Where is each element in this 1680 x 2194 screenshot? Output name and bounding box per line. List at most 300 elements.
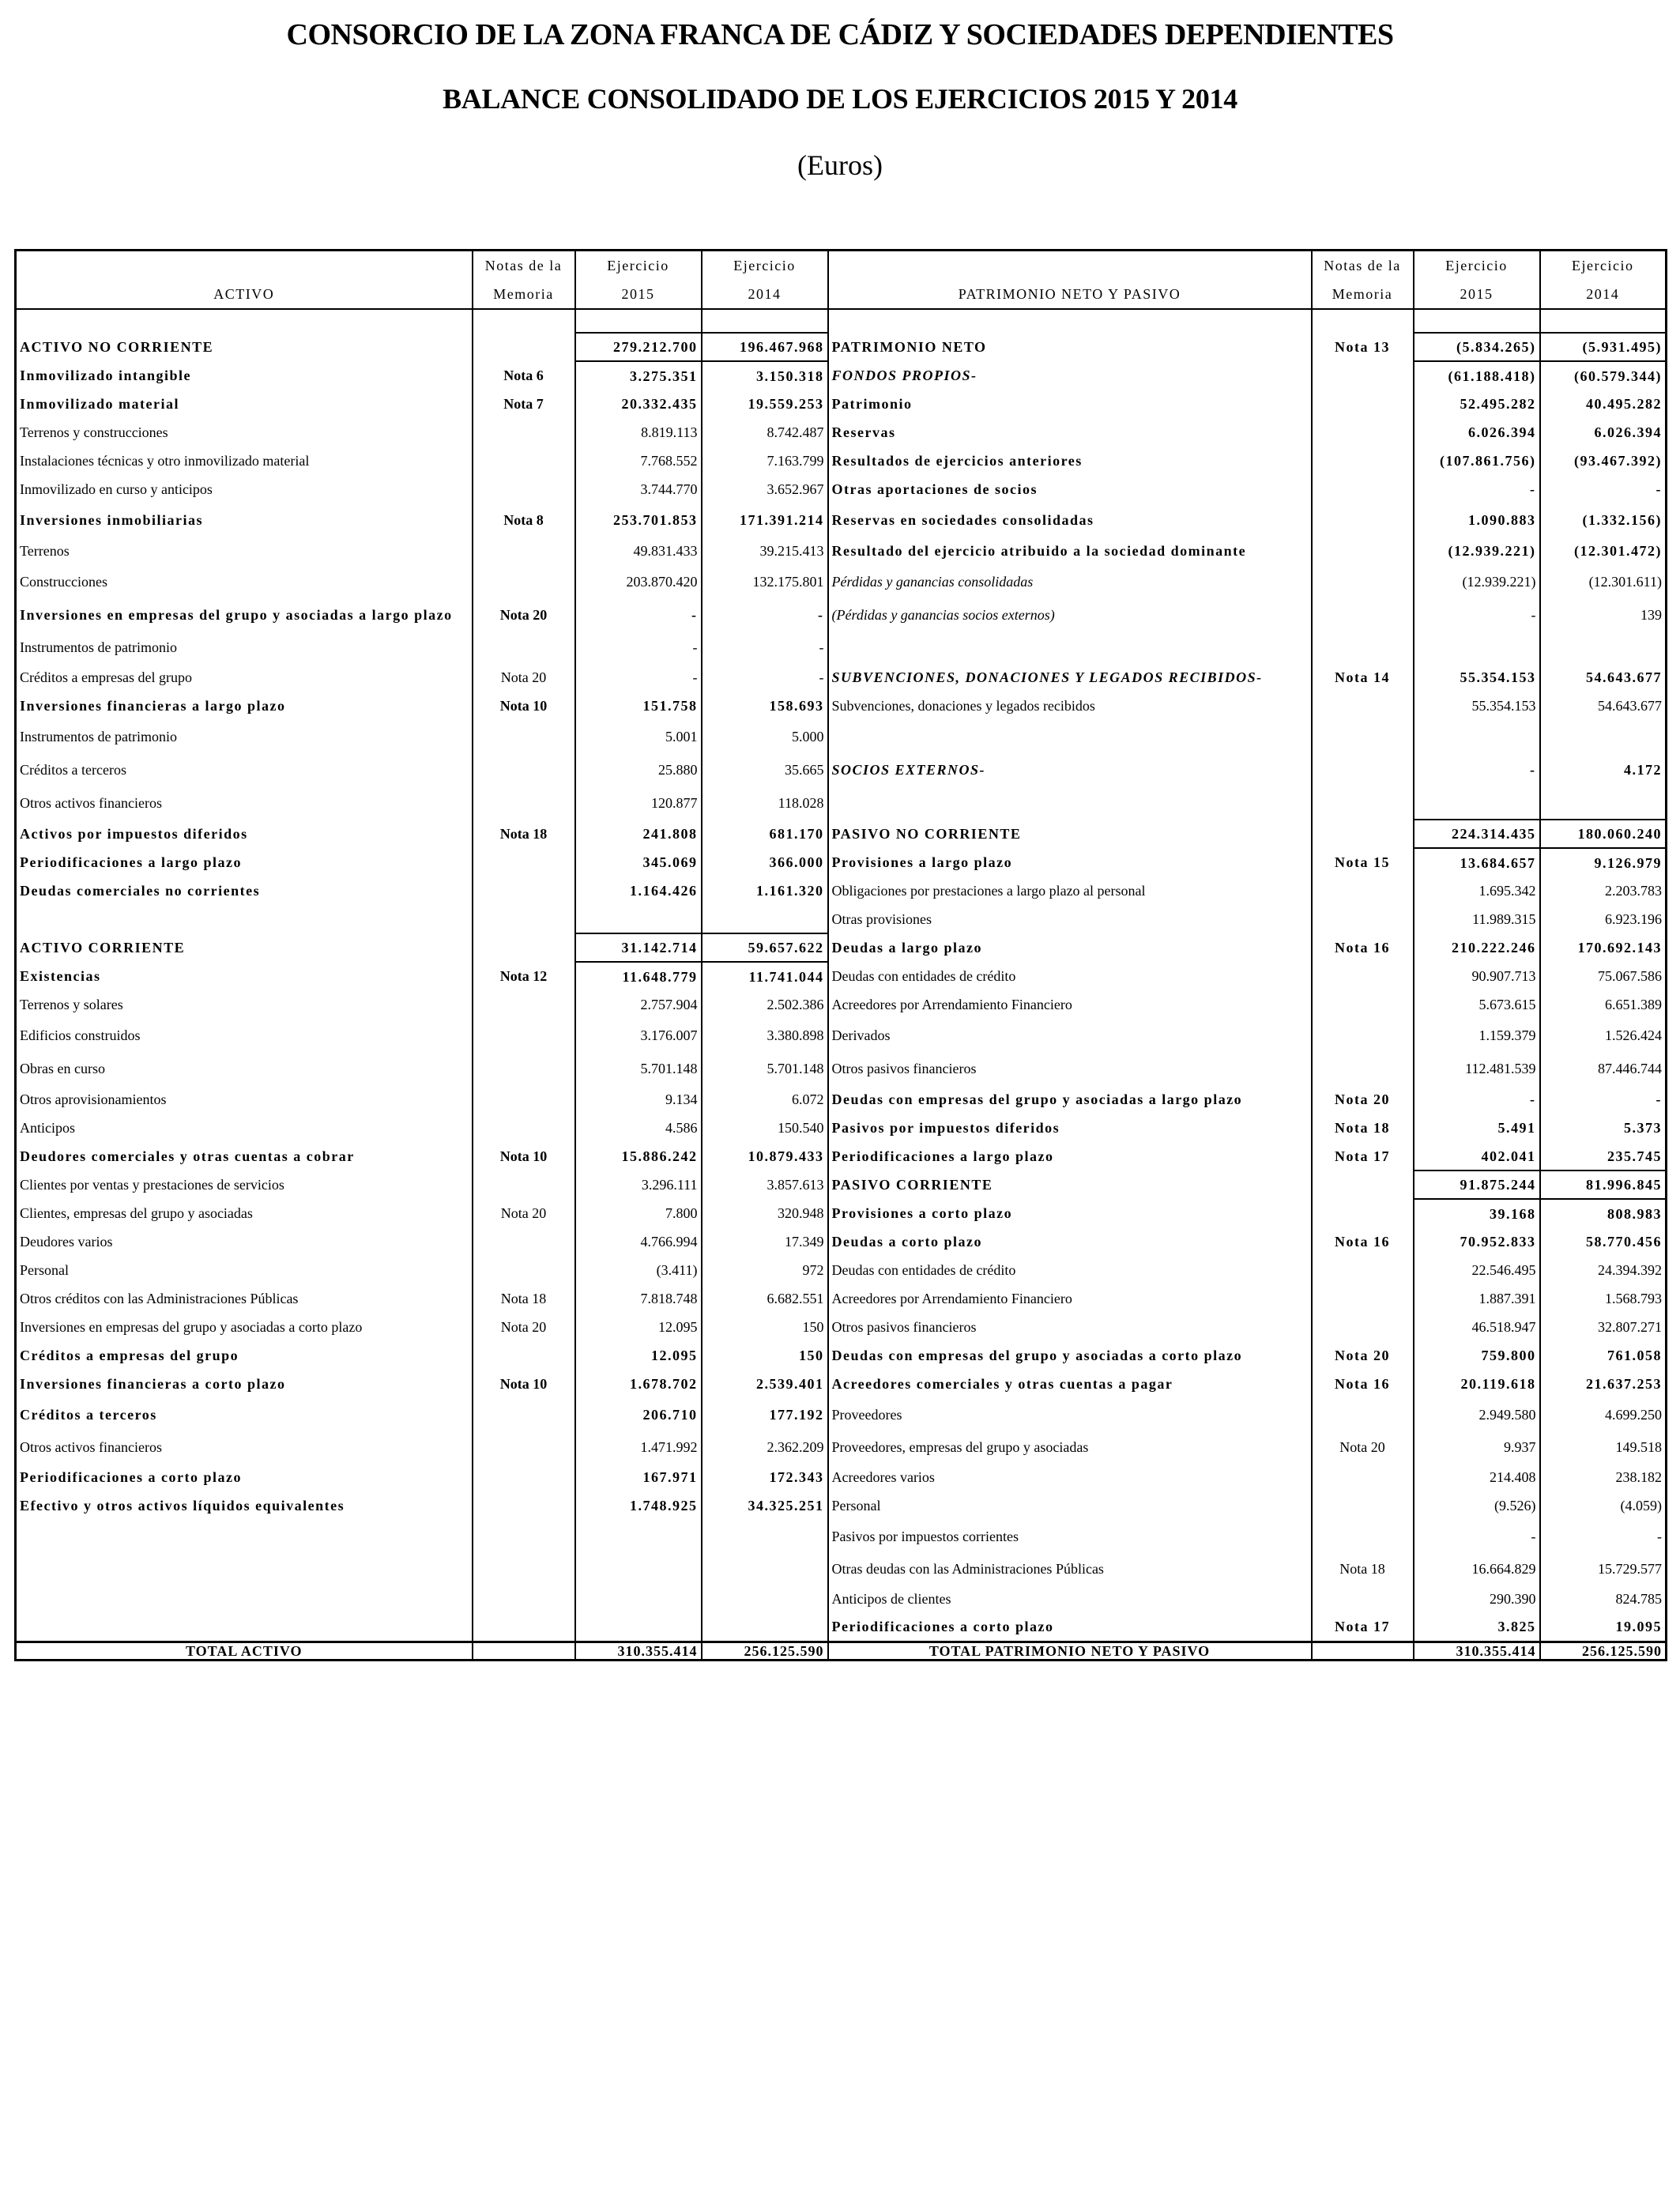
table-row <box>16 475 1667 503</box>
pasivo-2014: 238.182 <box>1540 1463 1667 1491</box>
table-row <box>16 361 1667 390</box>
pasivo-nota: Nota 15 <box>1312 848 1414 876</box>
activo-label: Créditos a terceros <box>16 1398 473 1431</box>
pasivo-2014: 40.495.282 <box>1540 390 1667 418</box>
pasivo-2014: 235.745 <box>1540 1142 1667 1171</box>
activo-2015: - <box>575 631 702 663</box>
pasivo-2015: 16.664.829 <box>1414 1553 1540 1585</box>
activo-label: Anticipos <box>16 1114 473 1142</box>
pasivo-nota <box>1312 1019 1414 1052</box>
pasivo-label: Patrimonio <box>828 390 1312 418</box>
pasivo-2014: 808.983 <box>1540 1199 1667 1227</box>
activo-2015: 5.701.148 <box>575 1052 702 1085</box>
activo-label: Clientes por ventas y prestaciones de servicios <box>16 1171 473 1199</box>
activo-2015: 3.296.111 <box>575 1171 702 1199</box>
total-activo-2015: 310.355.414 <box>575 1642 702 1660</box>
pasivo-2014: (93.467.392) <box>1540 447 1667 475</box>
activo-2015: 12.095 <box>575 1341 702 1370</box>
balance-table <box>14 249 1667 1661</box>
pasivo-nota <box>1312 475 1414 503</box>
total-pasivo-label: TOTAL PATRIMONIO NETO Y PASIVO <box>828 1642 1312 1660</box>
table-row <box>16 962 1667 990</box>
table-row <box>16 990 1667 1019</box>
pasivo-label: SUBVENCIONES, DONACIONES Y LEGADOS RECIBIDOS- <box>828 663 1312 692</box>
total-blank <box>473 1642 575 1660</box>
activo-2014 <box>702 1520 828 1553</box>
table-row <box>16 1085 1667 1114</box>
total-activo-label: TOTAL ACTIVO <box>16 1642 473 1660</box>
activo-nota: Nota 10 <box>473 692 575 720</box>
activo-nota <box>473 333 575 361</box>
table-row <box>16 631 1667 663</box>
activo-label: Instalaciones técnicas y otro inmovilizado material <box>16 447 473 475</box>
pasivo-label <box>828 786 1312 820</box>
activo-label <box>16 1520 473 1553</box>
pasivo-nota <box>1312 1491 1414 1520</box>
activo-nota <box>473 786 575 820</box>
total-pasivo-2014: 256.125.590 <box>1540 1642 1667 1660</box>
activo-2015 <box>575 1585 702 1613</box>
pasivo-2014: (1.332.156) <box>1540 503 1667 537</box>
pasivo-2014: 1.526.424 <box>1540 1019 1667 1052</box>
pasivo-2015: 1.159.379 <box>1414 1019 1540 1052</box>
table-row <box>16 720 1667 753</box>
table-row <box>16 1370 1667 1398</box>
pasivo-nota <box>1312 631 1414 663</box>
activo-nota <box>473 1520 575 1553</box>
activo-nota <box>473 1491 575 1520</box>
activo-label: Deudores varios <box>16 1227 473 1256</box>
table-row <box>16 333 1667 361</box>
activo-nota <box>473 1227 575 1256</box>
pasivo-label: Otras aportaciones de socios <box>828 475 1312 503</box>
activo-2014 <box>702 1613 828 1642</box>
pasivo-2015: 13.684.657 <box>1414 848 1540 876</box>
table-row <box>16 418 1667 447</box>
pasivo-nota <box>1312 692 1414 720</box>
header-activo: ACTIVO <box>16 280 473 309</box>
pasivo-2014: 54.643.677 <box>1540 692 1667 720</box>
pasivo-2014: (12.301.611) <box>1540 565 1667 598</box>
pasivo-label: Reservas en sociedades consolidadas <box>828 503 1312 537</box>
pasivo-label: (Pérdidas y ganancias socios externos) <box>828 598 1312 631</box>
pasivo-2015: - <box>1414 753 1540 786</box>
pasivo-2015: 11.989.315 <box>1414 905 1540 933</box>
activo-nota <box>473 1613 575 1642</box>
pasivo-2015: 55.354.153 <box>1414 692 1540 720</box>
activo-2015: 7.818.748 <box>575 1284 702 1313</box>
pasivo-nota: Nota 16 <box>1312 1227 1414 1256</box>
activo-nota <box>473 1341 575 1370</box>
activo-label: Otros activos financieros <box>16 1431 473 1463</box>
pasivo-nota <box>1312 876 1414 905</box>
activo-2015: 8.819.113 <box>575 418 702 447</box>
total-activo-2014: 256.125.590 <box>702 1642 828 1660</box>
pasivo-nota <box>1312 962 1414 990</box>
table-row <box>16 309 1667 333</box>
header-pasivo: PATRIMONIO NETO Y PASIVO <box>828 280 1312 309</box>
activo-nota <box>473 1052 575 1085</box>
activo-nota <box>473 1585 575 1613</box>
pasivo-2015: 9.937 <box>1414 1431 1540 1463</box>
pasivo-2014: 5.373 <box>1540 1114 1667 1142</box>
activo-2014: 132.175.801 <box>702 565 828 598</box>
pasivo-2015 <box>1414 786 1540 820</box>
activo-label: Inversiones financieras a largo plazo <box>16 692 473 720</box>
activo-label: Créditos a terceros <box>16 753 473 786</box>
activo-label: Periodificaciones a corto plazo <box>16 1463 473 1491</box>
report-units: (Euros) <box>797 149 883 181</box>
activo-nota <box>473 447 575 475</box>
balance-body <box>16 309 1667 1642</box>
pasivo-2014: 4.172 <box>1540 753 1667 786</box>
activo-label: Otros activos financieros <box>16 786 473 820</box>
pasivo-label: Pasivos por impuestos diferidos <box>828 1114 1312 1142</box>
pasivo-nota <box>1312 503 1414 537</box>
pasivo-2014: (5.931.495) <box>1540 333 1667 361</box>
pasivo-2014: (12.301.472) <box>1540 537 1667 565</box>
pasivo-nota <box>1312 720 1414 753</box>
activo-label: Existencias <box>16 962 473 990</box>
activo-nota <box>473 1463 575 1491</box>
activo-2014: 7.163.799 <box>702 447 828 475</box>
activo-nota: Nota 20 <box>473 598 575 631</box>
pasivo-nota <box>1312 820 1414 848</box>
table-row <box>16 1613 1667 1642</box>
pasivo-nota: Nota 16 <box>1312 933 1414 962</box>
pasivo-label: Deudas con entidades de crédito <box>828 962 1312 990</box>
pasivo-2015: 1.695.342 <box>1414 876 1540 905</box>
header-year-left-2014: 2014 <box>702 280 828 309</box>
activo-label <box>16 905 473 933</box>
activo-nota <box>473 848 575 876</box>
activo-label <box>16 1613 473 1642</box>
activo-2015: 3.275.351 <box>575 361 702 390</box>
activo-2014: 39.215.413 <box>702 537 828 565</box>
activo-nota <box>473 990 575 1019</box>
pasivo-nota <box>1312 537 1414 565</box>
report-title: CONSORCIO DE LA ZONA FRANCA DE CÁDIZ Y SOCIEDADES DEPENDIENTES <box>286 18 1394 51</box>
pasivo-nota <box>1312 1256 1414 1284</box>
pasivo-2014: 75.067.586 <box>1540 962 1667 990</box>
activo-2014 <box>702 1585 828 1613</box>
pasivo-2015: - <box>1414 1520 1540 1553</box>
table-row <box>16 1341 1667 1370</box>
pasivo-label: Deudas a corto plazo <box>828 1227 1312 1256</box>
pasivo-nota: Nota 20 <box>1312 1431 1414 1463</box>
pasivo-2015: 210.222.246 <box>1414 933 1540 962</box>
activo-2015: 120.877 <box>575 786 702 820</box>
pasivo-2014: 6.026.394 <box>1540 418 1667 447</box>
pasivo-label: Deudas con entidades de crédito <box>828 1256 1312 1284</box>
pasivo-2014: 19.095 <box>1540 1613 1667 1642</box>
activo-2015: 25.880 <box>575 753 702 786</box>
activo-2015 <box>575 1553 702 1585</box>
activo-2015: 279.212.700 <box>575 333 702 361</box>
pasivo-2015: (61.188.418) <box>1414 361 1540 390</box>
pasivo-label: PASIVO CORRIENTE <box>828 1171 1312 1199</box>
pasivo-2015: 55.354.153 <box>1414 663 1540 692</box>
pasivo-nota <box>1312 447 1414 475</box>
table-row <box>16 537 1667 565</box>
pasivo-2015: - <box>1414 1085 1540 1114</box>
activo-2015 <box>575 905 702 933</box>
activo-nota: Nota 18 <box>473 820 575 848</box>
table-row <box>16 1313 1667 1341</box>
pasivo-2015: 290.390 <box>1414 1585 1540 1613</box>
activo-nota: Nota 6 <box>473 361 575 390</box>
activo-label: Deudas comerciales no corrientes <box>16 876 473 905</box>
activo-nota <box>473 1256 575 1284</box>
activo-nota: Nota 18 <box>473 1284 575 1313</box>
table-row <box>16 1171 1667 1199</box>
activo-2014: 171.391.214 <box>702 503 828 537</box>
pasivo-nota <box>1312 990 1414 1019</box>
pasivo-nota <box>1312 361 1414 390</box>
table-row <box>16 905 1667 933</box>
pasivo-nota: Nota 18 <box>1312 1114 1414 1142</box>
pasivo-label <box>828 720 1312 753</box>
pasivo-label: Acreedores por Arrendamiento Financiero <box>828 1284 1312 1313</box>
activo-2014: 2.539.401 <box>702 1370 828 1398</box>
activo-nota <box>473 905 575 933</box>
pasivo-2015: 39.168 <box>1414 1199 1540 1227</box>
pasivo-label: Acreedores por Arrendamiento Financiero <box>828 990 1312 1019</box>
header-row-1 <box>16 251 1667 281</box>
pasivo-label: Acreedores comerciales y otras cuentas a pagar <box>828 1370 1312 1398</box>
activo-2015: 1.164.426 <box>575 876 702 905</box>
pasivo-label: PASIVO NO CORRIENTE <box>828 820 1312 848</box>
pasivo-nota <box>1312 786 1414 820</box>
pasivo-nota: Nota 18 <box>1312 1553 1414 1585</box>
pasivo-2015: 214.408 <box>1414 1463 1540 1491</box>
pasivo-2014: 6.923.196 <box>1540 905 1667 933</box>
pasivo-2014: 4.699.250 <box>1540 1398 1667 1431</box>
pasivo-2015 <box>1414 720 1540 753</box>
activo-nota: Nota 10 <box>473 1370 575 1398</box>
activo-2015: 1.748.925 <box>575 1491 702 1520</box>
pasivo-label: FONDOS PROPIOS- <box>828 361 1312 390</box>
activo-nota <box>473 1553 575 1585</box>
pasivo-label: Proveedores, empresas del grupo y asociadas <box>828 1431 1312 1463</box>
activo-nota: Nota 8 <box>473 503 575 537</box>
pasivo-2014: 9.126.979 <box>1540 848 1667 876</box>
header-year-left-2015: 2015 <box>575 280 702 309</box>
table-row <box>16 848 1667 876</box>
activo-label: Terrenos y construcciones <box>16 418 473 447</box>
table-row <box>16 447 1667 475</box>
activo-2014 <box>702 309 828 333</box>
activo-nota <box>473 753 575 786</box>
pasivo-2014: (60.579.344) <box>1540 361 1667 390</box>
pasivo-nota <box>1312 418 1414 447</box>
activo-nota <box>473 1398 575 1431</box>
activo-2015: 167.971 <box>575 1463 702 1491</box>
pasivo-2015: 1.090.883 <box>1414 503 1540 537</box>
activo-2014: - <box>702 598 828 631</box>
activo-label: Inversiones en empresas del grupo y asociadas a corto plazo <box>16 1313 473 1341</box>
header-ejercicio-left-2015: Ejercicio <box>575 251 702 281</box>
activo-2014: 150 <box>702 1313 828 1341</box>
activo-label: Otros aprovisionamientos <box>16 1085 473 1114</box>
pasivo-2015: 20.119.618 <box>1414 1370 1540 1398</box>
activo-label: Inmovilizado en curso y anticipos <box>16 475 473 503</box>
activo-2015: 1.678.702 <box>575 1370 702 1398</box>
activo-2015: 3.176.007 <box>575 1019 702 1052</box>
pasivo-label: Resultado del ejercicio atribuido a la sociedad dominante <box>828 537 1312 565</box>
pasivo-nota <box>1312 1463 1414 1491</box>
activo-2014: 17.349 <box>702 1227 828 1256</box>
pasivo-nota: Nota 14 <box>1312 663 1414 692</box>
activo-nota <box>473 1431 575 1463</box>
pasivo-nota: Nota 13 <box>1312 333 1414 361</box>
pasivo-nota <box>1312 753 1414 786</box>
activo-label: ACTIVO NO CORRIENTE <box>16 333 473 361</box>
pasivo-2014: 87.446.744 <box>1540 1052 1667 1085</box>
activo-2014: 6.682.551 <box>702 1284 828 1313</box>
pasivo-label <box>828 309 1312 333</box>
activo-2014: 177.192 <box>702 1398 828 1431</box>
activo-2015: 5.001 <box>575 720 702 753</box>
activo-label: Inversiones en empresas del grupo y asociadas a largo plazo <box>16 598 473 631</box>
activo-label: Personal <box>16 1256 473 1284</box>
table-row <box>16 503 1667 537</box>
header-blank <box>16 251 473 281</box>
activo-label: Instrumentos de patrimonio <box>16 720 473 753</box>
activo-label <box>16 309 473 333</box>
pasivo-2014: 139 <box>1540 598 1667 631</box>
activo-2015: 20.332.435 <box>575 390 702 418</box>
pasivo-label: Deudas con empresas del grupo y asociadas a largo plazo <box>828 1085 1312 1114</box>
pasivo-nota <box>1312 1052 1414 1085</box>
pasivo-2015: (9.526) <box>1414 1491 1540 1520</box>
pasivo-label: Anticipos de clientes <box>828 1585 1312 1613</box>
pasivo-2015: 5.673.615 <box>1414 990 1540 1019</box>
pasivo-2015 <box>1414 309 1540 333</box>
table-row <box>16 933 1667 962</box>
table-row <box>16 753 1667 786</box>
activo-label: Deudores comerciales y otras cuentas a cobrar <box>16 1142 473 1171</box>
pasivo-nota <box>1312 1171 1414 1199</box>
pasivo-2014: - <box>1540 1085 1667 1114</box>
activo-2014: - <box>702 631 828 663</box>
activo-2014: 3.652.967 <box>702 475 828 503</box>
pasivo-2014: - <box>1540 1520 1667 1553</box>
pasivo-label: PATRIMONIO NETO <box>828 333 1312 361</box>
activo-2014: 2.502.386 <box>702 990 828 1019</box>
table-row <box>16 1431 1667 1463</box>
total-row <box>16 1642 1667 1660</box>
pasivo-2014: 32.807.271 <box>1540 1313 1667 1341</box>
pasivo-2015: - <box>1414 475 1540 503</box>
pasivo-2015: (5.834.265) <box>1414 333 1540 361</box>
pasivo-2015: 52.495.282 <box>1414 390 1540 418</box>
table-row <box>16 663 1667 692</box>
activo-label: Periodificaciones a largo plazo <box>16 848 473 876</box>
pasivo-2015: 22.546.495 <box>1414 1256 1540 1284</box>
pasivo-nota: Nota 20 <box>1312 1341 1414 1370</box>
activo-label: Inmovilizado intangible <box>16 361 473 390</box>
activo-2014: 11.741.044 <box>702 962 828 990</box>
pasivo-2015: 5.491 <box>1414 1114 1540 1142</box>
activo-2015: 151.758 <box>575 692 702 720</box>
activo-2015: 1.471.992 <box>575 1431 702 1463</box>
pasivo-2014 <box>1540 309 1667 333</box>
table-row <box>16 1052 1667 1085</box>
pasivo-nota: Nota 20 <box>1312 1085 1414 1114</box>
activo-nota: Nota 20 <box>473 1313 575 1341</box>
pasivo-2014: 81.996.845 <box>1540 1171 1667 1199</box>
pasivo-nota: Nota 17 <box>1312 1142 1414 1171</box>
pasivo-2014: 824.785 <box>1540 1585 1667 1613</box>
pasivo-2015: 2.949.580 <box>1414 1398 1540 1431</box>
table-row <box>16 1553 1667 1585</box>
activo-2014: 8.742.487 <box>702 418 828 447</box>
pasivo-2014 <box>1540 631 1667 663</box>
activo-2014: 3.857.613 <box>702 1171 828 1199</box>
header-year-right-2015: 2015 <box>1414 280 1540 309</box>
table-row <box>16 1256 1667 1284</box>
activo-label: Créditos a empresas del grupo <box>16 1341 473 1370</box>
pasivo-2015: (107.861.756) <box>1414 447 1540 475</box>
total-blank <box>1312 1642 1414 1660</box>
activo-nota <box>473 1114 575 1142</box>
activo-label <box>16 1585 473 1613</box>
activo-2014: 681.170 <box>702 820 828 848</box>
activo-2014: 1.161.320 <box>702 876 828 905</box>
header-notas-right: Notas de la <box>1312 251 1414 281</box>
pasivo-2015: 90.907.713 <box>1414 962 1540 990</box>
header-ejercicio-right-2015: Ejercicio <box>1414 251 1540 281</box>
activo-2014: 972 <box>702 1256 828 1284</box>
activo-2014: 2.362.209 <box>702 1431 828 1463</box>
pasivo-label: Obligaciones por prestaciones a largo plazo al personal <box>828 876 1312 905</box>
pasivo-2014: 149.518 <box>1540 1431 1667 1463</box>
pasivo-2014: 24.394.392 <box>1540 1256 1667 1284</box>
activo-2015: 253.701.853 <box>575 503 702 537</box>
activo-2015: (3.411) <box>575 1256 702 1284</box>
activo-label: ACTIVO CORRIENTE <box>16 933 473 962</box>
header-memoria-right: Memoria <box>1312 280 1414 309</box>
activo-2015: 7.768.552 <box>575 447 702 475</box>
activo-2014: 150.540 <box>702 1114 828 1142</box>
pasivo-2015: 3.825 <box>1414 1613 1540 1642</box>
pasivo-2015: (12.939.221) <box>1414 537 1540 565</box>
pasivo-label: Reservas <box>828 418 1312 447</box>
activo-2015: 345.069 <box>575 848 702 876</box>
activo-2014: - <box>702 663 828 692</box>
activo-2015: 4.586 <box>575 1114 702 1142</box>
activo-label: Inversiones financieras a corto plazo <box>16 1370 473 1398</box>
table-row <box>16 820 1667 848</box>
pasivo-label: Deudas a largo plazo <box>828 933 1312 962</box>
activo-nota <box>473 631 575 663</box>
pasivo-2014: 21.637.253 <box>1540 1370 1667 1398</box>
pasivo-nota: Nota 16 <box>1312 1370 1414 1398</box>
table-row <box>16 1142 1667 1171</box>
table-row <box>16 1114 1667 1142</box>
table-row <box>16 1491 1667 1520</box>
activo-nota <box>473 720 575 753</box>
pasivo-2015: (12.939.221) <box>1414 565 1540 598</box>
pasivo-2014: 2.203.783 <box>1540 876 1667 905</box>
activo-label: Créditos a empresas del grupo <box>16 663 473 692</box>
pasivo-label: Otros pasivos financieros <box>828 1313 1312 1341</box>
table-row <box>16 876 1667 905</box>
activo-nota <box>473 537 575 565</box>
pasivo-2014 <box>1540 720 1667 753</box>
activo-2015: - <box>575 598 702 631</box>
